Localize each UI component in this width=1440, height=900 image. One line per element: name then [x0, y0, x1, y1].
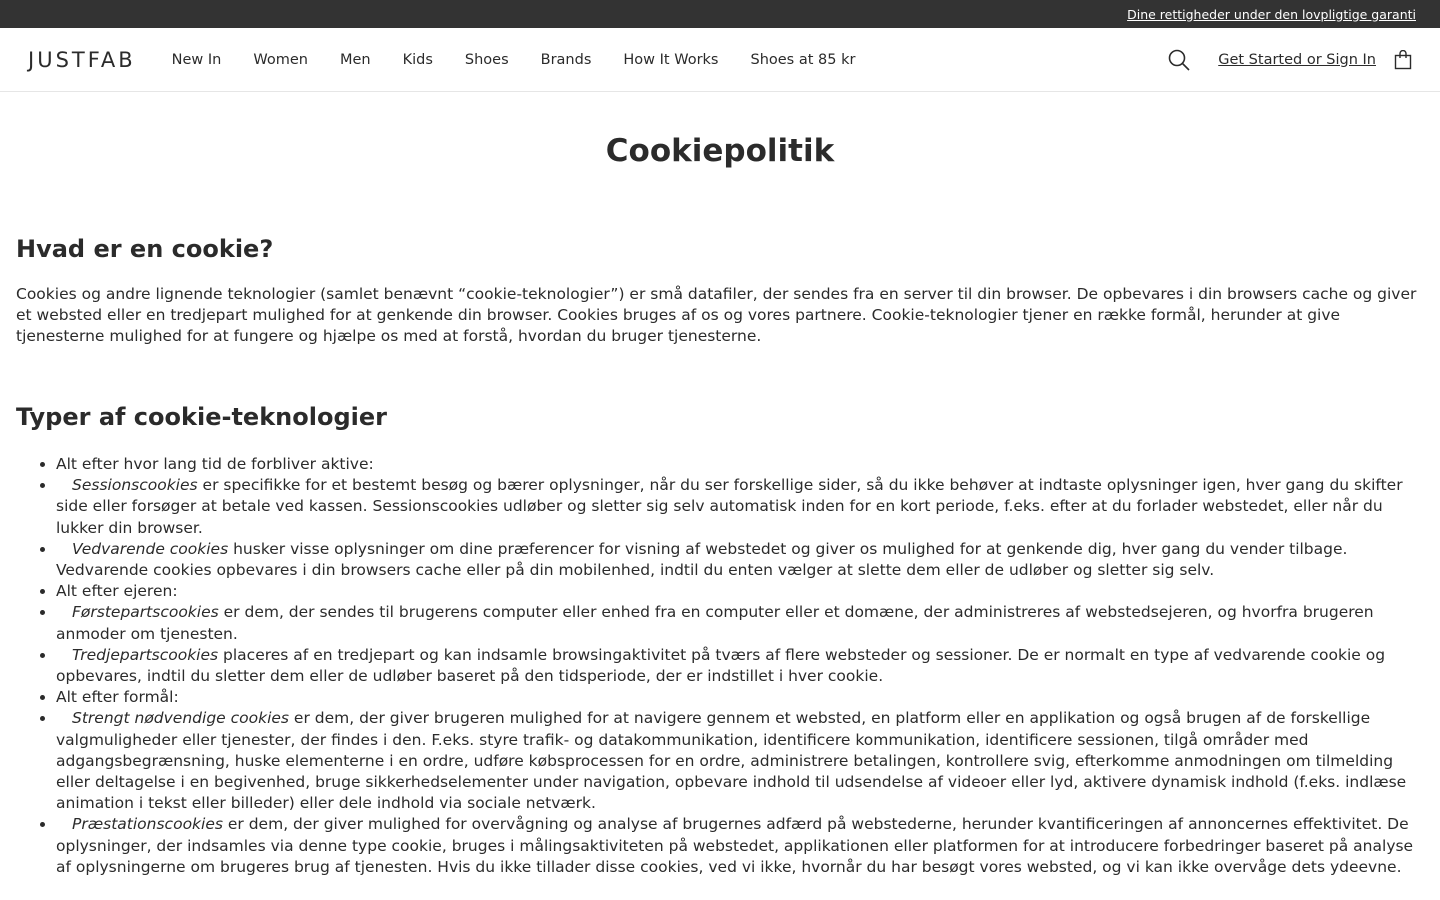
- section-heading-cookie-types: Typer af cookie-teknologier: [16, 403, 387, 431]
- list-item: • Strengt nødvendige cookies er dem, der giver brugeren mulighed for at navigere gennem et websted, en platform eller en applikation og også brugen af de forskellige valgmuligheder eller tjenester, der findes i den. F.eks. styre trafik- og datakommunikation, identificere kommunikation, identificere sessionen, tilgå områder med adgangsbegrænsning, huske elementerne i en ordre, udføre købsprocessen for en ordre, administrere betalingen, kontrollere svig, efterkomme anmodningen om tilmelding eller deltagelse i en begivenhed, bruge sikkerhedselementer under navigation, opbevare indhold til udsendelse af videoer eller lyd, aktivere dynamisk indhold (f.eks. indlæse animation i tekst eller billeder) eller dele indhold via sociale netværk.: [56, 708, 1424, 814]
- justfab-logo[interactable]: JUSTFAB: [28, 47, 136, 72]
- list-item: • Sessionscookies er specifikke for et bestemt besøg og bærer oplysninger, når du ser forskellige sider, så du ikke behøver at indtaste oplysninger igen, hver gang du skifter side eller forsøger at betale ved kassen. Sessionscookies udløber og sletter sig selv automatisk inden for en kort periode, f.eks. efter at du forlader webstedet, eller når du lukker din browser.: [56, 475, 1424, 539]
- list-item: • Førstepartscookies er dem, der sendes til brugerens computer eller enhed fra en computer eller et domæne, der administreres af webstedsejeren, og hvorfra brugeren anmoder om tjenesten.: [56, 602, 1424, 644]
- list-item: • Alt efter hvor lang tid de forbliver aktive:: [56, 454, 1424, 475]
- list-item: • Alt efter formål:: [56, 687, 1424, 708]
- nav-shoes-85kr[interactable]: Shoes at 85 kr: [750, 51, 856, 68]
- shopping-bag-icon[interactable]: [1394, 50, 1412, 70]
- nav-how-it-works[interactable]: How It Works: [623, 51, 719, 68]
- site-header: [0, 28, 1440, 92]
- nav-shoes[interactable]: Shoes: [464, 51, 509, 68]
- header-actions: [1168, 49, 1412, 71]
- top-announcement-bar: [0, 0, 1440, 28]
- nav-new-in[interactable]: New In: [171, 51, 222, 68]
- nav-kids[interactable]: Kids: [402, 51, 433, 68]
- main-nav: [172, 52, 888, 68]
- section-body-what-is-cookie: Cookies og andre lignende teknologier (samlet benævnt “cookie-teknologier”) er små datafiler, der sendes fra en server til din browser. De opbevares i din browsers cache og giver et websted eller en tredjepart mulighed for at genkende din browser. Cookies bruges af os og vores partnere. Cookie-teknologier tjener en række formål, herunder at give tjenesterne mulighed for at fungere og hjælpe os med at forstå, hvordan du bruger tjenesterne.: [16, 285, 1417, 345]
- cookie-types-list: [16, 454, 1424, 878]
- search-icon[interactable]: [1168, 49, 1190, 71]
- list-item: • Tredjepartscookies placeres af en tredjepart og kan indsamle browsingaktivitet på tværs af flere websteder og sessioner. De er normalt en type af vedvarende cookie og opbevares, indtil du sletter dem eller de udløber baseret på den tidsperiode, der er indstillet i hver cookie.: [56, 645, 1424, 687]
- signin-link[interactable]: Get Started or Sign In: [1218, 51, 1376, 68]
- section-heading-what-is-cookie: Hvad er en cookie?: [16, 235, 274, 263]
- nav-men[interactable]: Men: [339, 51, 371, 68]
- list-item: • Præstationscookies er dem, der giver mulighed for overvågning og analyse af brugernes adfærd på webstederne, herunder kvantificeringen af annoncernes effektivitet. De oplysninger, der indsamles via denne type cookie, bruges i målingsaktiviteten på webstedet, applikationen eller platformen for at introducere forbedringer baseret på analyse af oplysningerne om brugeres brug af tjenesten. Hvis du ikke tillader disse cookies, ved vi ikke, hvornår du har besøgt vores websted, og vi kan ikke overvåge dets ydeevne.: [56, 814, 1424, 878]
- nav-brands[interactable]: Brands: [540, 51, 592, 68]
- nav-women[interactable]: Women: [253, 51, 308, 68]
- warranty-rights-link[interactable]: Dine rettigheder under den lovpligtige garanti: [1127, 6, 1416, 22]
- cookie-policy-content: [0, 132, 1440, 878]
- list-item: • Vedvarende cookies husker visse oplysninger om dine præferencer for visning af webstedet og giver os mulighed for at genkende dig, hver gang du vender tilbage. Vedvarende cookies opbevares i din browsers cache eller på din mobilenhed, indtil du enten vælger at slette dem eller de udløber og sletter sig selv.: [56, 539, 1424, 581]
- page-title: Cookiepolitik: [605, 133, 835, 169]
- list-item: • Alt efter ejeren:: [56, 581, 1424, 602]
